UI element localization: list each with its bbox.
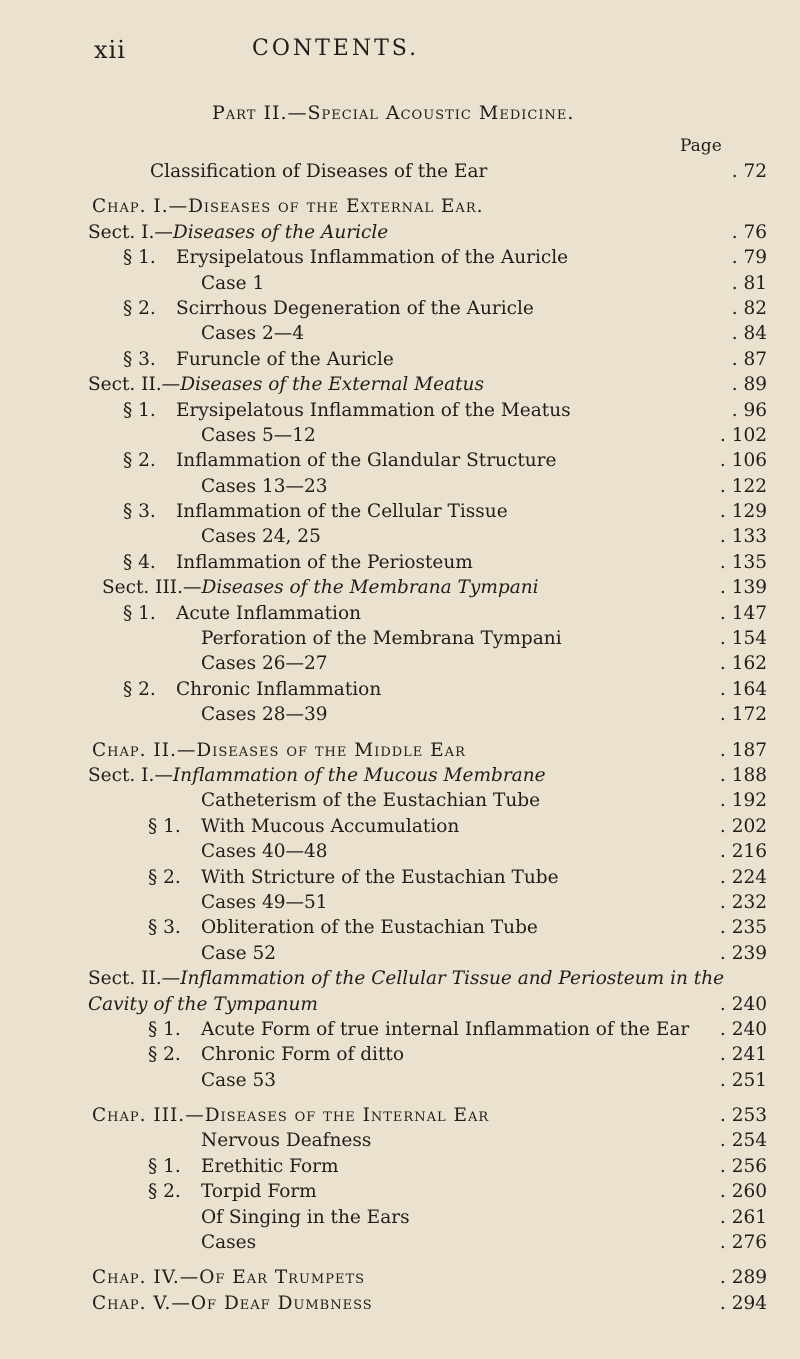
toc-entry-row xyxy=(0,1178,800,1203)
toc-section-number: § 2. xyxy=(123,297,156,319)
toc-entry-title: Case 53 xyxy=(201,1069,277,1091)
toc-entry-title: Furuncle of the Auricle xyxy=(176,348,394,370)
toc-section-row xyxy=(0,371,800,396)
toc-section-row xyxy=(0,574,800,599)
toc-entry-row xyxy=(0,346,800,371)
toc-entry-title xyxy=(102,577,539,598)
toc-entry-row xyxy=(0,650,800,675)
toc-entry-title xyxy=(88,222,388,243)
toc-entry-title: Cases 5—12 xyxy=(201,424,316,446)
section-gap xyxy=(0,1254,800,1264)
toc-section-number: § 2. xyxy=(123,450,156,472)
section-gap xyxy=(0,727,800,737)
toc-entry-row xyxy=(0,473,800,498)
toc-page-number: . 79 xyxy=(732,247,767,268)
toc-entry-title: Of Singing in the Ears xyxy=(201,1206,410,1228)
toc-section-heading: Cavity of the Tympanum xyxy=(88,993,318,1015)
toc-page-number: . 256 xyxy=(720,1156,767,1177)
toc-page-number: . 235 xyxy=(720,917,767,938)
toc-page-number: . 89 xyxy=(732,374,767,395)
toc-entry-title xyxy=(88,765,546,786)
toc-page-number: . 254 xyxy=(720,1130,767,1151)
toc-entry-title: Cases 26—27 xyxy=(201,653,328,675)
toc-entry-row xyxy=(0,940,800,965)
section-gap xyxy=(0,1092,800,1102)
toc-entry-title: Acute Inflammation xyxy=(176,602,362,624)
toc-page-number: . 122 xyxy=(720,476,767,497)
toc-entry-title: Classification of Diseases of the Ear xyxy=(150,161,488,182)
toc-section-heading: Inflammation of the Mucous Membrane xyxy=(172,764,546,786)
toc-entry-title: Inflammation of the Glandular Structure xyxy=(176,450,557,472)
toc-entry-row xyxy=(0,838,800,863)
toc-section-row xyxy=(0,965,800,990)
toc-section-number: § 1. xyxy=(148,1018,181,1040)
toc-section-number: § 2. xyxy=(148,866,181,888)
toc-section-prefix: Sect. II.— xyxy=(88,968,181,990)
toc-entry-title: Chronic Form of ditto xyxy=(201,1044,404,1066)
toc-entry-title: Erysipelatous Inflammation of the Meatus xyxy=(176,399,571,421)
toc-section-heading: Diseases of the Membrana Tympani xyxy=(201,577,539,599)
toc-page-number: . 76 xyxy=(732,222,767,243)
toc-entry-row xyxy=(0,1016,800,1041)
toc-page-number: . 202 xyxy=(720,816,767,837)
toc-section-number: § 2. xyxy=(123,678,156,700)
toc-entry-title: Obliteration of the Eustachian Tube xyxy=(201,917,538,939)
toc-section-row xyxy=(0,762,800,787)
toc-section-heading: Diseases of the External Meatus xyxy=(180,374,484,396)
toc-entry-title: Cases 2—4 xyxy=(201,323,305,345)
toc-entry-title: Inflammation of the Cellular Tissue xyxy=(176,501,508,523)
toc-page-number: . 232 xyxy=(720,892,767,913)
toc-entry-row xyxy=(0,523,800,548)
toc-entry-title: Chap. II.—Diseases of the Middle Ear xyxy=(92,739,466,761)
toc-entry-row xyxy=(0,1127,800,1152)
toc-entry-title xyxy=(88,374,484,395)
toc-entry-title: Chap. IV.—Of Ear Trumpets xyxy=(92,1267,366,1289)
toc-entry-title xyxy=(88,994,318,1015)
toc-page-number: . 96 xyxy=(732,400,767,421)
toc-page-number: . 139 xyxy=(720,577,767,598)
toc-page-number: . 192 xyxy=(720,790,767,811)
toc-section-prefix: Sect. II.— xyxy=(88,374,181,396)
toc-page-number: . 72 xyxy=(732,161,767,182)
toc-entry-row xyxy=(0,244,800,269)
toc-section-prefix: Sect. I.— xyxy=(88,764,173,786)
running-title: CONTENTS. xyxy=(252,36,420,61)
toc-entry-title: Acute Form of true internal Inflammation of the Ear xyxy=(201,1018,690,1040)
toc-entry-row xyxy=(0,1204,800,1229)
toc-page-number: . 129 xyxy=(720,501,767,522)
toc-entry-title: Torpid Form xyxy=(201,1181,317,1203)
toc-entry-row xyxy=(0,600,800,625)
toc-entry-row xyxy=(0,447,800,472)
toc-entry-row xyxy=(0,864,800,889)
toc-entry-row xyxy=(0,498,800,523)
toc-section-number: § 2. xyxy=(148,1181,181,1203)
toc-entry-row xyxy=(0,549,800,574)
toc-chapter-row xyxy=(0,1290,800,1315)
toc-entry-title: Chap. V.—Of Deaf Dumbness xyxy=(92,1292,373,1314)
section-gap xyxy=(0,183,800,193)
page-column-label: Page xyxy=(680,136,722,156)
toc-entry-title: Cases 13—23 xyxy=(201,475,328,497)
toc-entry-row xyxy=(0,1229,800,1254)
toc-entry-row xyxy=(0,914,800,939)
toc-page-number: . 147 xyxy=(720,603,767,624)
toc-page-number: . 87 xyxy=(732,349,767,370)
toc-entry-row xyxy=(0,676,800,701)
toc-page-number: . 133 xyxy=(720,526,767,547)
toc-section-number: § 3. xyxy=(148,917,181,939)
toc-entry-title: Chap. III.—Diseases of the Internal Ear xyxy=(92,1105,490,1127)
toc-section-prefix: Sect. III.— xyxy=(102,577,202,599)
toc-page-number: . 81 xyxy=(732,273,767,294)
toc-entry-row xyxy=(0,295,800,320)
toc-entry-row xyxy=(0,158,800,183)
running-head xyxy=(0,36,800,66)
toc-section-number: § 3. xyxy=(123,348,156,370)
toc-entry-row xyxy=(0,889,800,914)
toc-page-number: . 188 xyxy=(720,765,767,786)
toc-section-heading: Diseases of the Auricle xyxy=(172,221,389,243)
toc-section-number: § 1. xyxy=(148,1155,181,1177)
toc-entry-title: Nervous Deafness xyxy=(201,1130,372,1152)
toc-entry-title: Chap. I.—Diseases of the External Ear. xyxy=(92,196,484,218)
toc-page-number: . 294 xyxy=(720,1293,767,1314)
toc-entry-row xyxy=(0,397,800,422)
toc-section-number: § 1. xyxy=(123,602,156,624)
toc-entry-title: With Mucous Accumulation xyxy=(201,815,460,837)
toc-section-number: § 4. xyxy=(123,551,156,573)
toc-section-number: § 1. xyxy=(148,815,181,837)
toc-page-number: . 164 xyxy=(720,679,767,700)
toc-entry-row xyxy=(0,320,800,345)
toc-section-number: § 2. xyxy=(148,1044,181,1066)
toc-page-number: . 239 xyxy=(720,943,767,964)
toc-entry-row xyxy=(0,1041,800,1066)
toc-page-number: . 187 xyxy=(720,740,767,761)
toc-entry-title: Cases xyxy=(201,1232,257,1254)
toc-entry-row xyxy=(0,701,800,726)
toc-entry-title: Chronic Inflammation xyxy=(176,678,382,700)
toc-page-number: . 84 xyxy=(732,323,767,344)
toc-entry-title: Erethitic Form xyxy=(201,1155,339,1177)
toc-page-number: . 102 xyxy=(720,425,767,446)
toc-entry-row xyxy=(0,813,800,838)
toc-entry-row xyxy=(0,1067,800,1092)
part-title: Part II.—Special Acoustic Medicine. xyxy=(212,102,575,124)
toc-entry-row xyxy=(0,625,800,650)
toc-page-number: . 135 xyxy=(720,552,767,573)
toc-entry-row xyxy=(0,787,800,812)
toc-page-number: . 241 xyxy=(720,1044,767,1065)
toc-entry-row xyxy=(0,1153,800,1178)
toc-entry-title: Inflammation of the Periosteum xyxy=(176,551,473,573)
toc-chapter-row xyxy=(0,737,800,762)
toc-page-number: . 251 xyxy=(720,1070,767,1091)
toc-entry-title: Scirrhous Degeneration of the Auricle xyxy=(176,297,534,319)
toc-section-prefix: Sect. I.— xyxy=(88,221,173,243)
toc-entry-row xyxy=(0,422,800,447)
toc-section-number: § 1. xyxy=(123,399,156,421)
toc-chapter-row xyxy=(0,1264,800,1289)
toc-section-row xyxy=(0,219,800,244)
toc-entry-title: Cases 40—48 xyxy=(201,841,328,863)
toc-page-number: . 224 xyxy=(720,867,767,888)
toc-page-number: . 154 xyxy=(720,628,767,649)
page-folio: xii xyxy=(94,36,126,64)
toc-page-number: . 289 xyxy=(720,1267,767,1288)
toc-entry-title xyxy=(88,968,724,989)
toc-page-number: . 82 xyxy=(732,298,767,319)
toc-entry-title: Cases 49—51 xyxy=(201,891,328,913)
toc-section-number: § 1. xyxy=(123,247,156,269)
toc-page-number: . 253 xyxy=(720,1105,767,1126)
toc-entry-title: Cases 24, 25 xyxy=(201,526,321,548)
toc-entry-title: Cases 28—39 xyxy=(201,704,328,726)
toc-entry-title: Case 1 xyxy=(201,272,265,294)
toc-chapter-row xyxy=(0,193,800,218)
toc-page-number: . 172 xyxy=(720,704,767,725)
table-of-contents xyxy=(0,158,800,1315)
toc-page-number: . 276 xyxy=(720,1232,767,1253)
toc-entry-title: With Stricture of the Eustachian Tube xyxy=(201,866,559,888)
toc-entry-title: Catheterism of the Eustachian Tube xyxy=(201,790,541,812)
toc-page-number: . 260 xyxy=(720,1181,767,1202)
toc-entry-title: Case 52 xyxy=(201,942,277,964)
toc-entry-title: Perforation of the Membrana Tympani xyxy=(201,628,562,650)
toc-entry-title: Erysipelatous Inflammation of the Auricle xyxy=(176,247,569,269)
toc-section-heading: Inflammation of the Cellular Tissue and Periosteum in the xyxy=(180,968,725,990)
toc-section-row xyxy=(0,991,800,1016)
toc-entry-row xyxy=(0,270,800,295)
toc-page-number: . 240 xyxy=(720,994,767,1015)
toc-section-number: § 3. xyxy=(123,501,156,523)
toc-page-number: . 216 xyxy=(720,841,767,862)
toc-chapter-row xyxy=(0,1102,800,1127)
toc-page-number: . 106 xyxy=(720,450,767,471)
toc-page-number: . 240 xyxy=(720,1019,767,1040)
toc-page-number: . 261 xyxy=(720,1207,767,1228)
toc-page-number: . 162 xyxy=(720,653,767,674)
